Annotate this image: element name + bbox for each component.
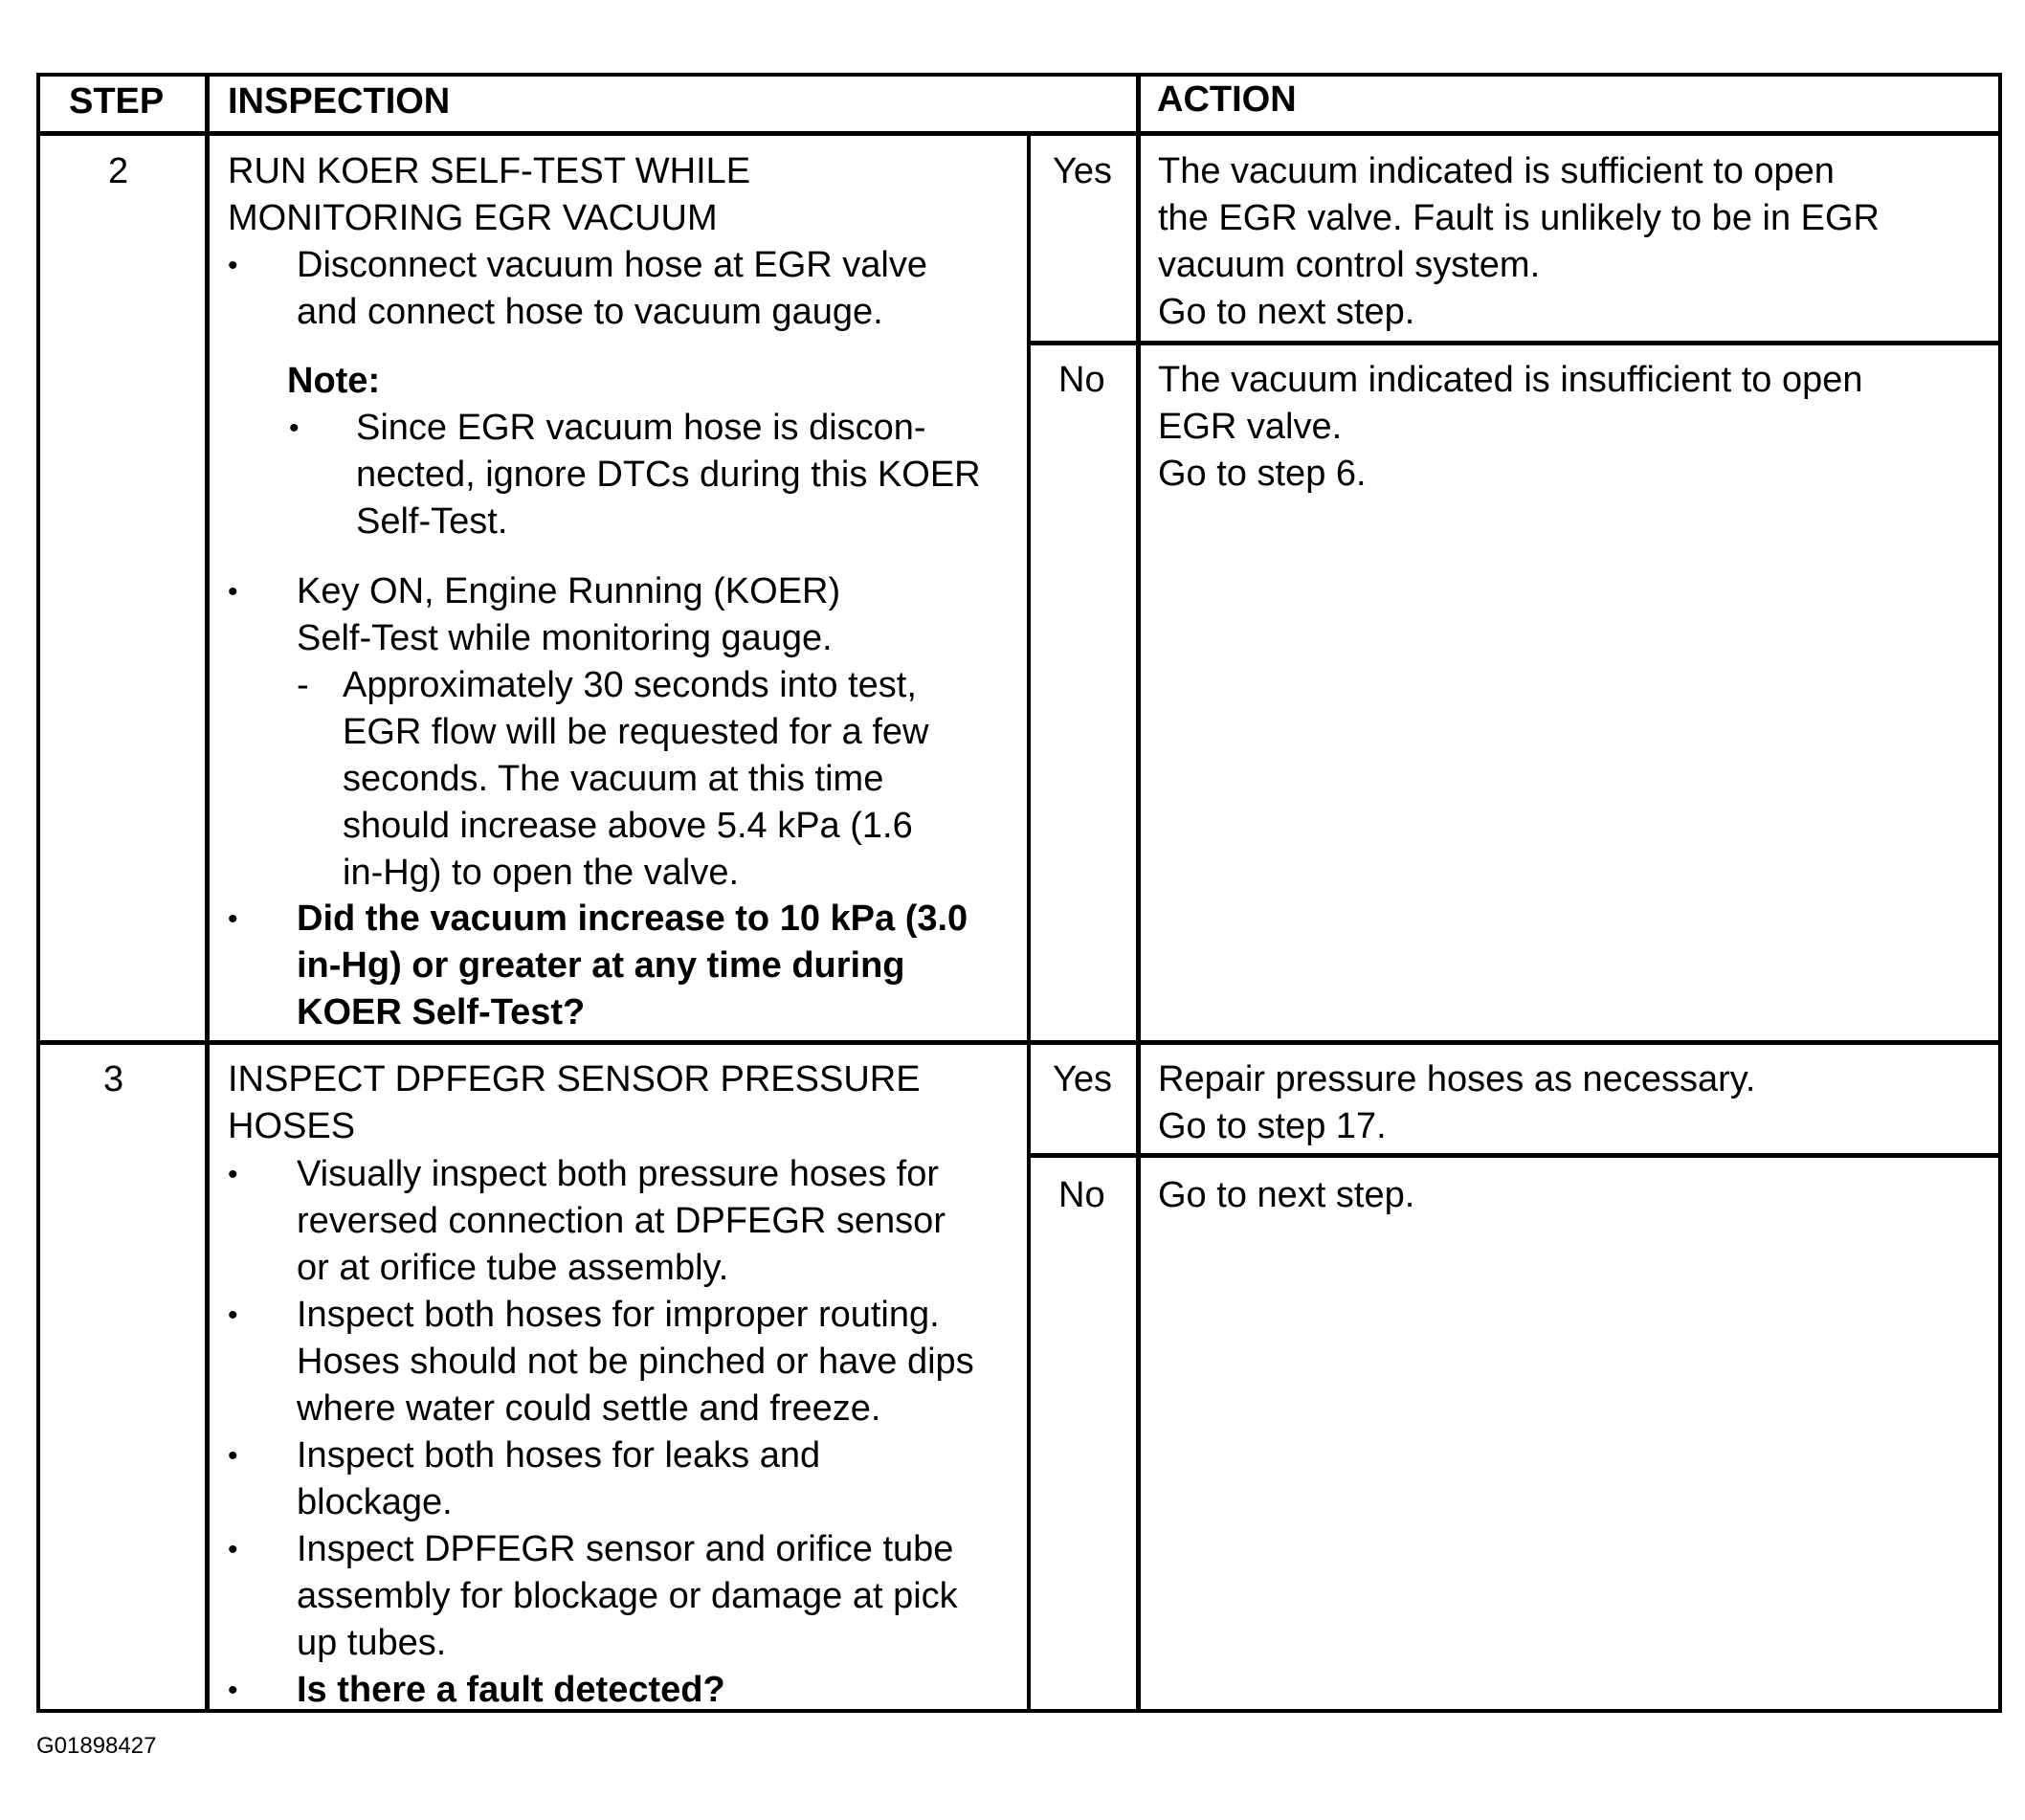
yes-no-divider-row2 bbox=[1027, 341, 2002, 345]
step-2-title: RUN KOER SELF-TEST WHILE MONITORING EGR VACUUM bbox=[228, 151, 751, 238]
step-2-no-label: No bbox=[1058, 360, 1105, 400]
bullet-marker: • bbox=[228, 576, 238, 608]
row-divider bbox=[36, 1040, 2002, 1045]
yes-no-divider-row3 bbox=[1027, 1153, 2002, 1158]
bullet-marker: • bbox=[289, 412, 300, 444]
bullet-marker: • bbox=[228, 903, 238, 935]
action-column-divider bbox=[1136, 73, 1141, 1713]
answer-column-divider bbox=[1027, 133, 1031, 1713]
table-border-left bbox=[36, 73, 40, 1713]
header-inspection: INSPECTION bbox=[228, 81, 451, 122]
table-border-right bbox=[1998, 73, 2002, 1713]
step-2-bullet-disconnect: Disconnect vacuum hose at EGR valve and connect hose to vacuum gauge. bbox=[297, 245, 927, 332]
step-number-3: 3 bbox=[103, 1059, 124, 1099]
step-3-bullet-leaks: Inspect both hoses for leaks and blockage. bbox=[297, 1435, 821, 1522]
step-2-dash-item: Approximately 30 seconds into test, EGR flow will be requested for a few seconds. The vacuum at this time should increase above 5.4 kPa (1.6 in-Hg) to open the valve. bbox=[343, 665, 929, 893]
bullet-marker: • bbox=[228, 1534, 238, 1565]
step-3-bullet-sensor: Inspect DPFEGR sensor and orifice tube assembly for blockage or damage at pick up tubes. bbox=[297, 1529, 958, 1663]
table-header-divider bbox=[36, 131, 2002, 136]
step-2-note-text: Since EGR vacuum hose is discon- nected, ignore DTCs during this KOER Self-Test. bbox=[356, 408, 981, 542]
step-3-bullet-visual: Visually inspect both pressure hoses for reversed connection at DPFEGR sensor or at orifice tube assembly. bbox=[297, 1154, 946, 1288]
step-number-2: 2 bbox=[108, 151, 129, 191]
bullet-marker: • bbox=[228, 250, 238, 281]
table-border-top bbox=[36, 73, 2002, 77]
note-label: Note: bbox=[287, 361, 381, 401]
bullet-marker: • bbox=[228, 1440, 238, 1472]
step-3-title: INSPECT DPFEGR SENSOR PRESSURE HOSES bbox=[228, 1059, 921, 1146]
header-step: STEP bbox=[69, 81, 165, 122]
bullet-marker: • bbox=[228, 1159, 238, 1190]
bullet-marker: • bbox=[228, 1675, 238, 1706]
dash-marker: - bbox=[297, 665, 309, 705]
step-3-question: Is there a fault detected? bbox=[297, 1670, 725, 1710]
figure-id: G01898427 bbox=[36, 1733, 157, 1759]
step-3-bullet-routing: Inspect both hoses for improper routing. Hoses should not be pinched or have dips where water could settle and freeze. bbox=[297, 1295, 974, 1429]
header-action: ACTION bbox=[1157, 79, 1297, 120]
step-2-yes-action: The vacuum indicated is sufficient to open the EGR valve. Fault is unlikely to be in EGR vacuum control system. Go to next step. bbox=[1158, 151, 1880, 332]
step-2-yes-label: Yes bbox=[1053, 151, 1112, 191]
step-2-question: Did the vacuum increase to 10 kPa (3.0 in-Hg) or greater at any time during KOER Self-Test? bbox=[297, 899, 968, 1032]
step-3-no-label: No bbox=[1058, 1175, 1105, 1215]
step-3-yes-action: Repair pressure hoses as necessary. Go to step 17. bbox=[1158, 1059, 1756, 1146]
step-3-yes-label: Yes bbox=[1053, 1059, 1112, 1099]
step-2-no-action: The vacuum indicated is insufficient to open EGR valve. Go to step 6. bbox=[1158, 360, 1863, 494]
step-3-no-action: Go to next step. bbox=[1158, 1175, 1415, 1215]
step-column-divider bbox=[205, 73, 210, 1713]
step-2-bullet-koer: Key ON, Engine Running (KOER) Self-Test while monitoring gauge. bbox=[297, 571, 841, 658]
bullet-marker: • bbox=[228, 1299, 238, 1331]
